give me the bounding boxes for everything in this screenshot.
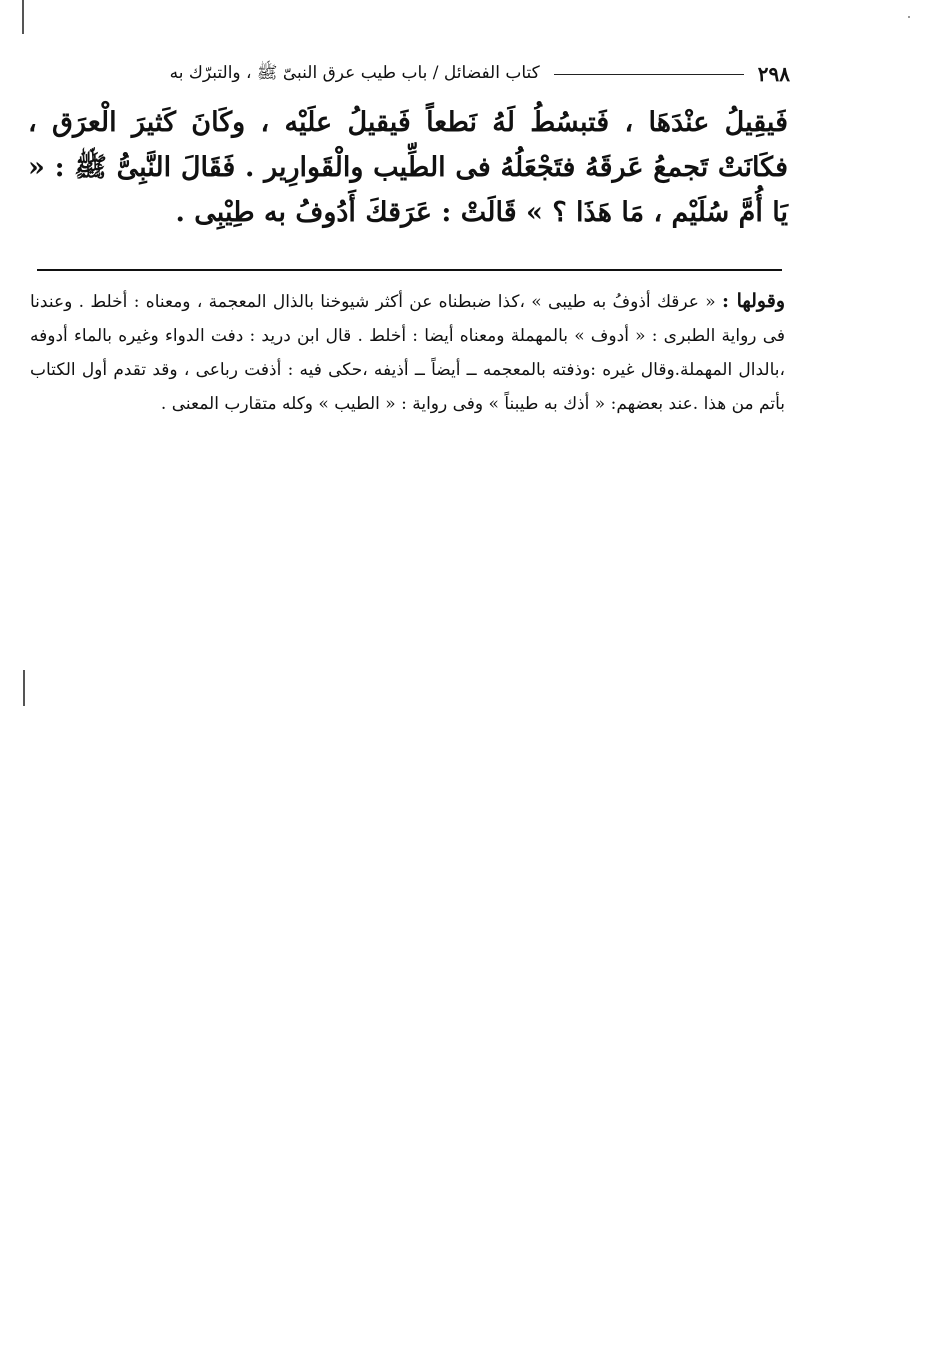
scan-artifact-line [22, 0, 24, 34]
scan-artifact-line [23, 670, 25, 706]
footnote-block [30, 284, 785, 421]
scan-artifact-dot [908, 16, 910, 18]
page-number: ٢٩٨ [757, 62, 790, 86]
main-text-paragraph: فَيقِيلُ عنْدَهَا ، فَتبسُطُ لَهُ نَطعاً فَيقيلُ علَيْه ، وكَانَ كَثيرَ الْعرَق ، فكَانَتْ تَجمعُ عَرقَهُ فتَجْعَلُهُ فى الطِّيب والْقَوارِير . فَقَالَ النَّبِىُّ ﷺ : « يَا أُمَّ سُلَيْم ، مَا هَذَا ؟ » قَالَتْ : عَرَقكَ أَدُوفُ به طِيْبِى . [28, 107, 788, 228]
main-text-block [28, 100, 788, 235]
header-rule [554, 74, 744, 75]
running-title: كتاب الفضائل / باب طيب عرق النبىّ ﷺ ، والتبرّك به [169, 62, 540, 83]
page-header [30, 58, 790, 90]
footnote-paragraph [30, 284, 785, 421]
footnote-lead: وقولها : [722, 290, 786, 312]
footnote-text: « عرقك أذوفُ به طيبى » ،كذا ضبطناه عن أكثر شيوخنا بالذال المعجمة ، ومعناه : أخلط . وعندنا فى رواية الطبرى : « أدوف » بالمهملة ومعناه أيضا : أخلط . قال ابن دريد : دفت الدواء وغيره بالماء أدوفه ،بالدال المهملة.وقال غيره :وذفته بالمعجمه ــ أيضاً ــ أذيفه ،حكى فيه : أذفت رباعى ، وقد تقدم أول الكتاب بأتم من هذا .عند بعضهم: « أذك به طيبناً » وفى رواية : « الطيب » وكله متقارب المعنى . [30, 292, 785, 414]
footnote-divider [37, 269, 782, 271]
